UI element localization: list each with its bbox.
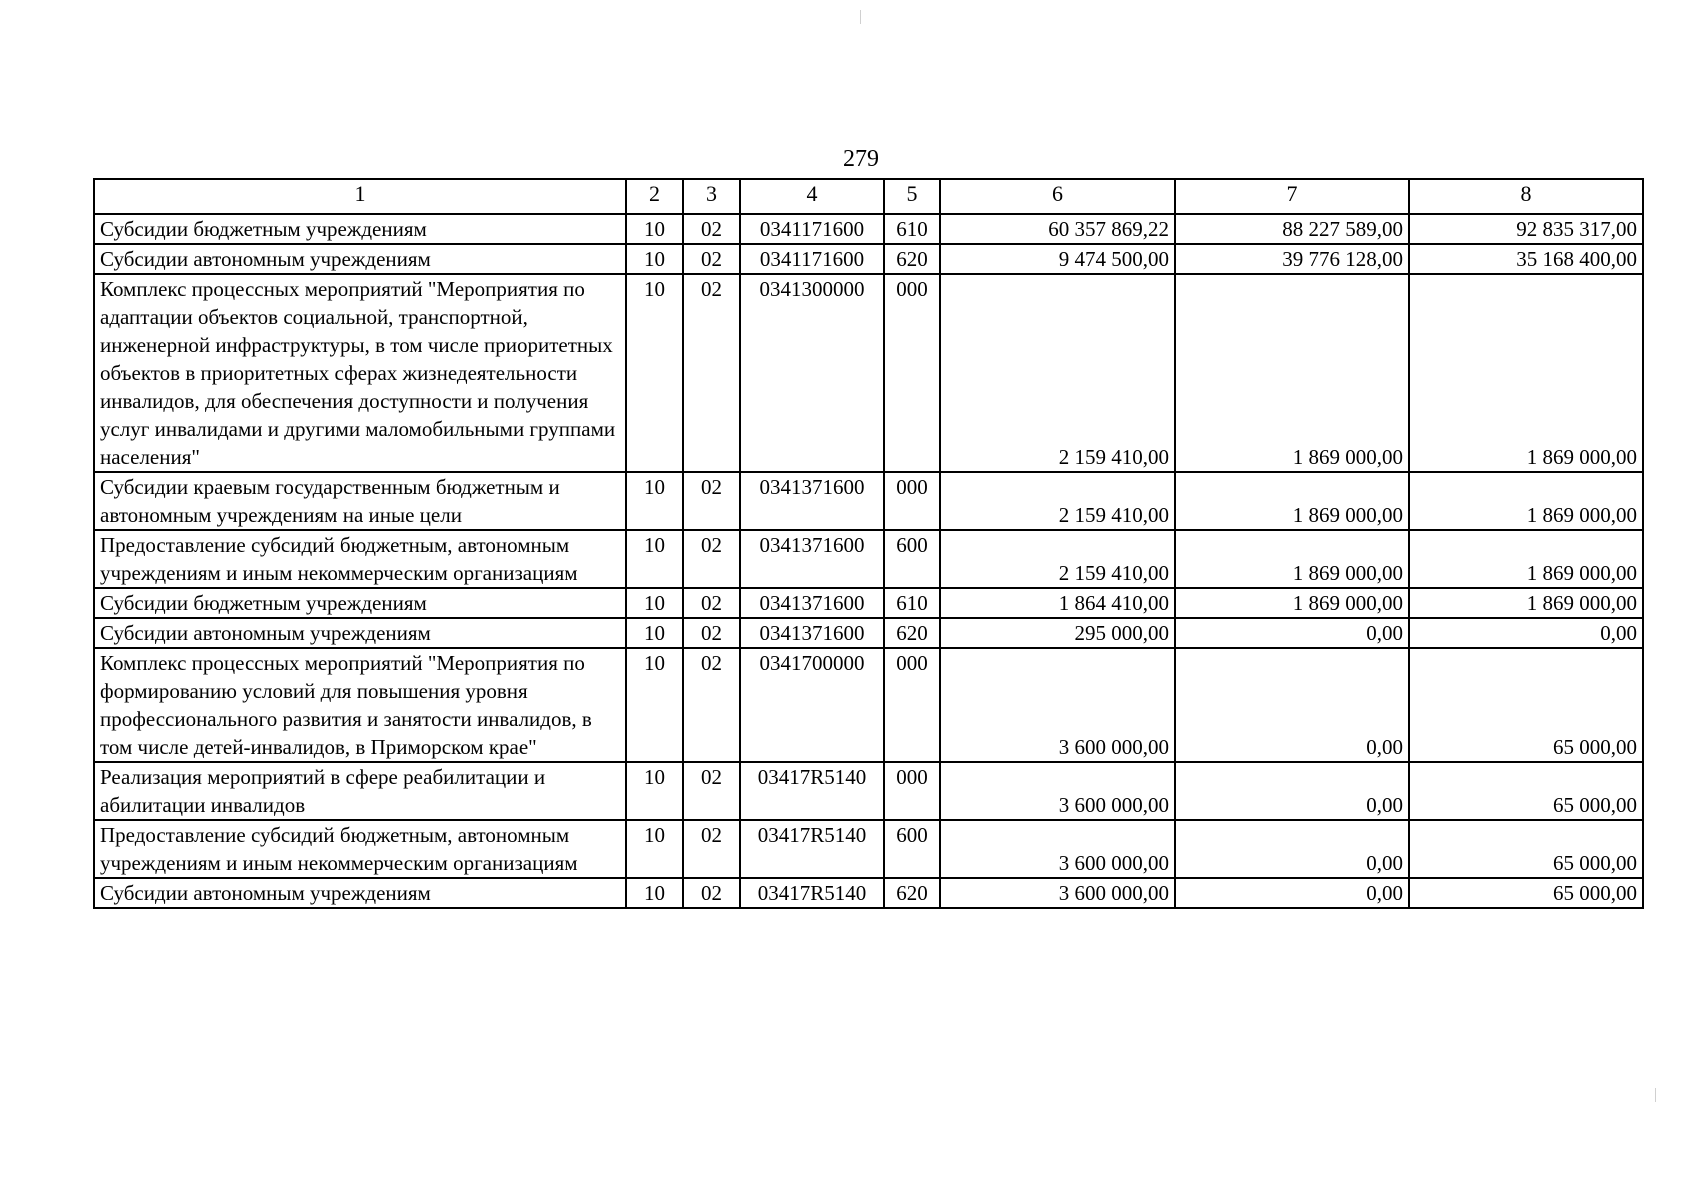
amount-col7-cell: 0,00 — [1175, 618, 1409, 648]
table-body — [94, 214, 1643, 908]
amount-col7-cell: 0,00 — [1175, 878, 1409, 908]
section-code-cell: 10 — [626, 762, 683, 820]
amount-col8-cell: 0,00 — [1409, 618, 1643, 648]
amount-col6-cell: 60 357 869,22 — [940, 214, 1175, 244]
subsection-code-cell: 02 — [683, 472, 740, 530]
row-name-cell: Субсидии автономным учреждениям — [94, 244, 626, 274]
expense-type-cell: 620 — [884, 244, 940, 274]
subsection-code-cell: 02 — [683, 244, 740, 274]
row-name-cell: Субсидии краевым государственным бюджетным и автономным учреждениям на иные цели — [94, 472, 626, 530]
header-cell-6: 6 — [940, 179, 1175, 214]
target-article-cell: 0341300000 — [740, 274, 884, 472]
row-name-cell: Субсидии автономным учреждениям — [94, 618, 626, 648]
section-code-cell: 10 — [626, 588, 683, 618]
table-row — [94, 618, 1643, 648]
header-cell-2: 2 — [626, 179, 683, 214]
scan-mark — [860, 10, 861, 24]
table-row — [94, 762, 1643, 820]
section-code-cell: 10 — [626, 472, 683, 530]
target-article-cell: 0341371600 — [740, 588, 884, 618]
header-cell-1: 1 — [94, 179, 626, 214]
page-number: 279 — [843, 146, 879, 172]
row-name-cell: Субсидии бюджетным учреждениям — [94, 214, 626, 244]
subsection-code-cell: 02 — [683, 878, 740, 908]
table-row — [94, 244, 1643, 274]
amount-col7-cell: 1 869 000,00 — [1175, 530, 1409, 588]
table-row — [94, 530, 1643, 588]
amount-col6-cell: 3 600 000,00 — [940, 820, 1175, 878]
section-code-cell: 10 — [626, 530, 683, 588]
table-row — [94, 274, 1643, 472]
amount-col7-cell: 1 869 000,00 — [1175, 472, 1409, 530]
table-row — [94, 214, 1643, 244]
header-cell-5: 5 — [884, 179, 940, 214]
row-name-cell: Субсидии бюджетным учреждениям — [94, 588, 626, 618]
row-name-cell: Предоставление субсидий бюджетным, автономным учреждениям и иным некоммерческим организациям — [94, 530, 626, 588]
amount-col6-cell: 2 159 410,00 — [940, 472, 1175, 530]
row-name-cell: Комплекс процессных мероприятий "Мероприятия по формированию условий для повышения уровня профессионального развития и занятости инвалидов, в том числе детей-инвалидов, в Приморском крае" — [94, 648, 626, 762]
header-cell-8: 8 — [1409, 179, 1643, 214]
amount-col8-cell: 65 000,00 — [1409, 648, 1643, 762]
expense-type-cell: 000 — [884, 648, 940, 762]
amount-col7-cell: 39 776 128,00 — [1175, 244, 1409, 274]
header-cell-4: 4 — [740, 179, 884, 214]
section-code-cell: 10 — [626, 274, 683, 472]
target-article-cell: 0341371600 — [740, 530, 884, 588]
table-row — [94, 878, 1643, 908]
row-name-cell: Предоставление субсидий бюджетным, автономным учреждениям и иным некоммерческим организациям — [94, 820, 626, 878]
amount-col6-cell: 3 600 000,00 — [940, 648, 1175, 762]
scan-mark — [1655, 1088, 1656, 1102]
amount-col7-cell: 1 869 000,00 — [1175, 274, 1409, 472]
amount-col8-cell: 1 869 000,00 — [1409, 274, 1643, 472]
section-code-cell: 10 — [626, 878, 683, 908]
expense-type-cell: 610 — [884, 214, 940, 244]
amount-col6-cell: 2 159 410,00 — [940, 274, 1175, 472]
expense-type-cell: 000 — [884, 274, 940, 472]
expense-type-cell: 620 — [884, 878, 940, 908]
section-code-cell: 10 — [626, 648, 683, 762]
amount-col6-cell: 3 600 000,00 — [940, 878, 1175, 908]
table-row — [94, 820, 1643, 878]
table-row — [94, 648, 1643, 762]
target-article-cell: 0341700000 — [740, 648, 884, 762]
amount-col8-cell: 1 869 000,00 — [1409, 588, 1643, 618]
amount-col8-cell: 65 000,00 — [1409, 878, 1643, 908]
expense-type-cell: 620 — [884, 618, 940, 648]
row-name-cell: Реализация мероприятий в сфере реабилитации и абилитации инвалидов — [94, 762, 626, 820]
amount-col6-cell: 1 864 410,00 — [940, 588, 1175, 618]
header-row — [94, 179, 1643, 214]
amount-col7-cell: 0,00 — [1175, 648, 1409, 762]
amount-col7-cell: 88 227 589,00 — [1175, 214, 1409, 244]
target-article-cell: 03417R5140 — [740, 878, 884, 908]
target-article-cell: 03417R5140 — [740, 820, 884, 878]
expense-type-cell: 000 — [884, 762, 940, 820]
budget-table — [93, 178, 1644, 909]
subsection-code-cell: 02 — [683, 762, 740, 820]
target-article-cell: 0341371600 — [740, 472, 884, 530]
amount-col8-cell: 65 000,00 — [1409, 762, 1643, 820]
row-name-cell: Комплекс процессных мероприятий "Мероприятия по адаптации объектов социальной, транспортной, инженерной инфраструктуры, в том числе приоритетных объектов в приоритетных сферах жизнедеятельности инвалидов, для обеспечения доступности и получения услуг инвалидами и другими маломобильными группами населения" — [94, 274, 626, 472]
subsection-code-cell: 02 — [683, 214, 740, 244]
target-article-cell: 0341171600 — [740, 214, 884, 244]
subsection-code-cell: 02 — [683, 588, 740, 618]
header-cell-3: 3 — [683, 179, 740, 214]
expense-type-cell: 600 — [884, 820, 940, 878]
section-code-cell: 10 — [626, 820, 683, 878]
expense-type-cell: 610 — [884, 588, 940, 618]
row-name-cell: Субсидии автономным учреждениям — [94, 878, 626, 908]
amount-col8-cell: 92 835 317,00 — [1409, 214, 1643, 244]
amount-col6-cell: 295 000,00 — [940, 618, 1175, 648]
amount-col8-cell: 65 000,00 — [1409, 820, 1643, 878]
amount-col8-cell: 35 168 400,00 — [1409, 244, 1643, 274]
target-article-cell: 0341171600 — [740, 244, 884, 274]
amount-col7-cell: 0,00 — [1175, 820, 1409, 878]
amount-col7-cell: 1 869 000,00 — [1175, 588, 1409, 618]
subsection-code-cell: 02 — [683, 648, 740, 762]
amount-col7-cell: 0,00 — [1175, 762, 1409, 820]
subsection-code-cell: 02 — [683, 274, 740, 472]
subsection-code-cell: 02 — [683, 820, 740, 878]
amount-col6-cell: 2 159 410,00 — [940, 530, 1175, 588]
section-code-cell: 10 — [626, 214, 683, 244]
subsection-code-cell: 02 — [683, 530, 740, 588]
amount-col6-cell: 9 474 500,00 — [940, 244, 1175, 274]
table-row — [94, 588, 1643, 618]
header-cell-7: 7 — [1175, 179, 1409, 214]
expense-type-cell: 000 — [884, 472, 940, 530]
amount-col8-cell: 1 869 000,00 — [1409, 472, 1643, 530]
table-row — [94, 472, 1643, 530]
section-code-cell: 10 — [626, 244, 683, 274]
section-code-cell: 10 — [626, 618, 683, 648]
amount-col8-cell: 1 869 000,00 — [1409, 530, 1643, 588]
target-article-cell: 0341371600 — [740, 618, 884, 648]
subsection-code-cell: 02 — [683, 618, 740, 648]
expense-type-cell: 600 — [884, 530, 940, 588]
amount-col6-cell: 3 600 000,00 — [940, 762, 1175, 820]
target-article-cell: 03417R5140 — [740, 762, 884, 820]
